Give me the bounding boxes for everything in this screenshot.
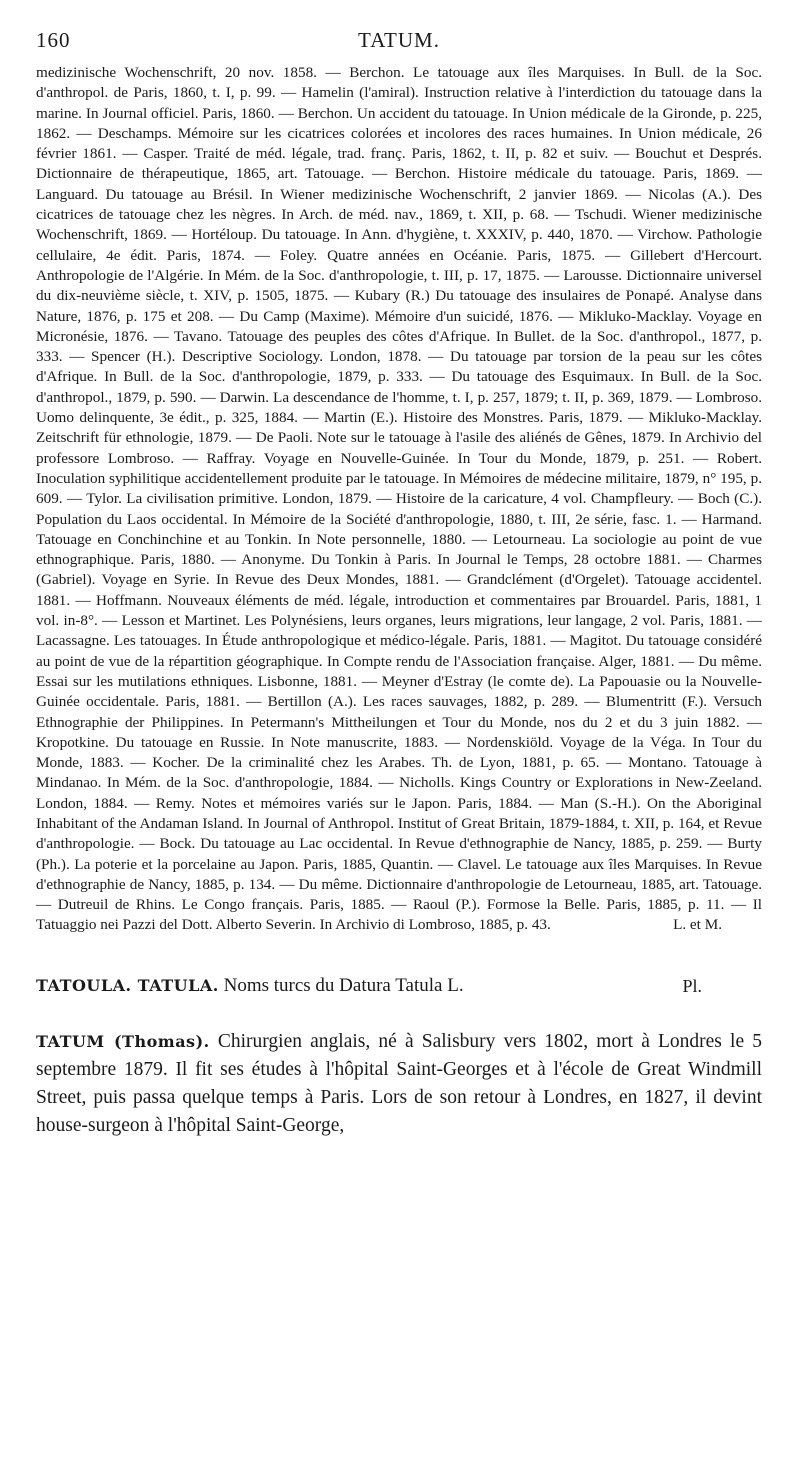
bibliography-signature: L. et M. [673, 916, 722, 934]
page-number: 160 [36, 28, 71, 52]
entry-tatoula-definition: Noms turcs du Datura Tatula L. [223, 974, 464, 996]
entry-tatoula [36, 974, 762, 998]
entry-tatoula-headword: TATOULA. TATULA. [36, 975, 219, 995]
entry-tatum [36, 1028, 762, 1140]
entry-tatum-text: Chirurgien anglais, né à Salisbury vers 1802, mort à Londres le 5 septembre 1879. Il fit ses études à l'hôpital Saint-Georges et à l'école de Great Windmill Street, puis passa quelque temps à Paris. Lors de son retour à Londres, en 1827, il devint house-surgeon à l'hôpital Saint-George, [36, 1030, 763, 1136]
page-header [36, 28, 762, 53]
entry-tatum-headword: TATUM (Thomas). [36, 1031, 210, 1051]
bibliography-text: medizinische Wochenschrift, 20 nov. 1858. — Berchon. Le tatouage aux îles Marquises. In Bull. de la Soc. d'anthropol. de Paris, 1860, t. I, p. 99. — Hamelin (l'amiral). Instruction relative à l'interdiction du tatouage dans la marine. In Journal officiel. Paris, 1860. — Berchon. Un accident du tatouage. In Union médicale de la Gironde, p. 225, 1862. — Deschamps. Mémoire sur les cicatrices colorées et incolores des races humaines. In Union médicale, 26 février 1861. — Casper. Traité de méd. légale, trad. franç. Paris, 1862, t. II, p. 82 et suiv. — Bouchut et Després. Dictionnaire de thérapeutique, 1865, art. Tatouage. — Berchon. Histoire médicale du tatouage. Paris, 1869. — Languard. Du tatouage au Brésil. In Wiener medizinische Wochenschrift, 2 janvier 1869. — Nicolas (A.). Des cicatrices de tatouage chez les nègres. In Arch. de méd. nav., 1869, t. XII, p. 68. — Tschudi. Wiener medizinische Wochenschrift, 1869. — Hortéloup. Du tatouage. In Ann. d'hygiène, t. XXXIV, p. 440, 1870. — Virchow. Pathologie cellulaire, 4e édit. Paris, 1874. — Foley. Quatre années en Océanie. Paris, 1875. — Gillebert d'Hercourt. Anthropologie de l'Algérie. In Mém. de la Soc. d'anthropologie, t. III, p. 17, 1875. — Larousse. Dictionnaire universel du dix-neuvième siècle, t. XIV, p. 1505, 1875. — Kubary (R.) Du tatouage des insulaires de Ponapé. Analyse dans Nature, 1876, p. 175 et 208. — Du Camp (Maxime). Mémoire d'un suicidé, 1876. — Mikluko-Macklay. Voyage en Micronésie, 1876. — Tavano. Tatouage des peuples des côtes d'Afrique. In Bullet. de la Soc. d'anthropol., 1877, p. 333. — Spencer (H.). Descriptive Sociology. London, 1878. — Du tatouage par torsion de la peau sur les côtes d'Afrique. In Bull. de la Soc. d'anthropologie, 1879, p. 333. — Du tatouage des Esquimaux. In Bull. de la Soc. d'anthropol., 1879, p. 590. — Darwin. La descendance de l'homme, t. I, p. 257, 1879; t. II, p. 369, 1879. — Lombroso. Uomo delinquente, 3e édit., p. 325, 1884. — Martin (E.). Histoire des Monstres. Paris, 1879. — Mikluko-Macklay. Zeitschrift für ethnologie, 1879. — De Paoli. Note sur le tatouage à l'asile des aliénés de Gênes, 1879. In Archivio del professore Lombroso. — Raffray. Voyage en Nouvelle-Guinée. In Tour du Monde, 1879, p. 251. — Robert. Inoculation syphilitique accidentellement produite par le tatouage. In Mémoires de médecine militaire, 1879, n° 195, p. 609. — Tylor. La civilisation primitive. London, 1879. — Histoire de la caricature, 4 vol. Champfleury. — Boch (C.). Population du Laos occidental. In Mémoire de la Société d'anthropologie, 1880, t. III, 2e série, fasc. 1. — Harmand. Tatouage en Conchinchine et au Tonkin. In Note personnelle, 1880. — Letourneau. La sociologie au point de vue ethnographique. Paris, 1880. — Anonyme. Du Tonkin à Paris. In Journal le Temps, 28 octobre 1881. — Charmes (Gabriel). Voyage en Syrie. In Revue des Deux Mondes, 1881. — Grandclément (d'Orgelet). Tatouage accidentel. 1881. — Hoffmann. Nouveaux éléments de méd. légale, introduction et commentaires par Brouardel. Paris, 1881, 1 vol. in-8°. — Lesson et Martinet. Les Polynésiens, leurs organes, leurs migrations, leur langage, 2 vol. Paris, 1881. — Lacassagne. Les tatouages. In Étude anthropologique et médico-légale. Paris, 1881. — Magitot. Du tatouage considéré au point de vue de la répartition géographique. In Compte rendu de l'Association française. Alger, 1881. — Du même. Essai sur les mutilations ethniques. Lisbonne, 1881. — Meyner d'Estray (le comte de). La Papouasie ou la Nouvelle-Guinée occidentale. Paris, 1881. — Bertillon (A.). Les races sauvages, 1882, p. 289. — Blumentritt (F.). Versuch Ethnographie der Philippines. In Petermann's Mittheilungen et Tour du Monde, nos du 2 et du 3 juin 1882. — Kropotkine. Du tatouage en Russie. In Note manuscrite, 1883. — Nordenskiöld. Voyage de la Véga. In Tour du Monde, 1883. — Kocher. De la criminalité chez les Arabes. Th. de Lyon, 1881, p. 65. — Montano. Tatouage à Mindanao. In Mém. de la Soc. d'anthropologie, 1884. — Nicholls. Kings Country or Explorations in New-Zeeland. London, 1884. — Remy. Notes et mémoires variés sur le Japon. Paris, 1884. — Man (S.-H.). On the Aboriginal Inhabitant of the Andaman Island. In Journal of Anthropol. Institut of Great Britain, 1879-1884, t. XII, p. 164, et Revue d'anthropologie. — Bock. Du tatouage au Lac occidental. In Revue d'ethnographie de Nancy, 1885, p. 259. — Burty (Ph.). La poterie et la porcelaine au Japon. Paris, 1885, Quantin. — Clavel. Le tatouage aux îles Marquises. In Revue d'ethnographie de Nancy, 1885, p. 134. — Du même. Dictionnaire d'anthropologie de Letourneau, 1885, art. Tatouage. — Dutreuil de Rhins. Le Congo français. Paris, 1885. — Raoul (P.). Formose la Belle. Paris, 1885, p. 11. — Il Tatuaggio nei Pazzi del Dott. Alberto Severin. In Archivio di Lombroso, 1885, p. 43. [36, 64, 762, 934]
running-title: TATUM. [358, 28, 440, 52]
entry-tatoula-signature: Pl. [682, 975, 702, 996]
bibliography-block [36, 63, 762, 936]
